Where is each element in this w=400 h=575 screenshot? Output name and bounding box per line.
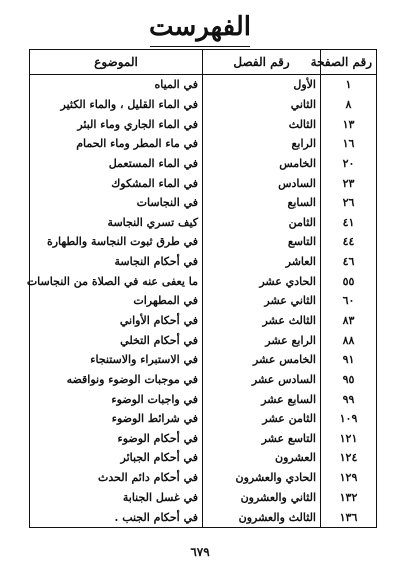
table-row [30,487,377,507]
row-page-number: ٢٦ [321,193,377,213]
row-page-number: ٨٣ [321,311,377,331]
table-row [30,350,377,370]
row-page-number: ١٢٤ [321,448,377,468]
row-topic: ما يعفى عنه في الصلاة من النجاسات [30,271,203,291]
table-row [30,291,377,311]
table-row [30,429,377,449]
table-row [30,173,377,193]
row-topic: في أحكام الوضوء [30,429,203,449]
row-page-number: ١٦ [321,134,377,154]
row-topic: في الماء الجاري وماء البئر [30,114,203,134]
row-section-number: الرابع عشر [203,330,321,350]
title-underline [150,46,250,47]
row-page-number: ٦٠ [321,291,377,311]
row-section-number: التاسع [203,232,321,252]
row-page-number: ١٣٦ [321,507,377,527]
table-row [30,134,377,154]
row-page-number: ٤٤ [321,232,377,252]
row-section-number: الرابع [203,134,321,154]
row-topic: في موجبات الوضوء ونواقضه [30,370,203,390]
row-page-number: ٤١ [321,212,377,232]
table-row [30,311,377,331]
row-topic: في غسل الجنابة [30,487,203,507]
header-row [30,50,377,75]
row-topic: في المطهرات [30,291,203,311]
row-topic: في أحكام النجاسة [30,252,203,272]
contents-body [26,75,377,528]
table-row [30,271,377,291]
row-page-number: ٨٨ [321,330,377,350]
row-topic: في طرق ثبوت النجاسة والطهارة [30,232,203,252]
row-topic: في الماء القليل ، والماء الكثير [30,95,203,115]
row-section-number: السادس [203,173,321,193]
header-section-number: رقم الفصل [203,50,321,75]
row-topic: في الماء المستعمل [30,154,203,174]
row-section-number: الحادي والعشرون [203,468,321,488]
row-section-number: الحادي عشر [203,271,321,291]
contents-table [26,49,377,528]
row-section-number: الثاني عشر [203,291,321,311]
row-section-number: الثاني [203,95,321,115]
table-row [30,252,377,272]
row-section-number: الثاني والعشرون [203,487,321,507]
row-page-number: ١٢٩ [321,468,377,488]
table-row [30,75,377,95]
header-page-number: رقم الصفحة [321,50,377,75]
row-section-number: الثالث عشر [203,311,321,331]
row-topic: في أحكام الجنب . [30,507,203,527]
row-topic: في أحكام التخلي [30,330,203,350]
row-topic: في ماء المطر وماء الحمام [30,134,203,154]
page-number: ٦٧٩ [190,545,210,559]
row-topic: في الماء المشكوك [30,173,203,193]
row-page-number: ١٢١ [321,429,377,449]
row-section-number: الثامن عشر [203,409,321,429]
table-row [30,448,377,468]
table-row [30,330,377,350]
row-topic: في أحكام الجبائر [30,448,203,468]
header-topic: الموضوع [30,50,203,75]
table-row [30,507,377,527]
row-section-number: العاشر [203,252,321,272]
row-page-number: ٤٦ [321,252,377,272]
row-section-number: السابع عشر [203,389,321,409]
row-page-number: ٨ [321,95,377,115]
table-row [30,468,377,488]
table-row [30,114,377,134]
row-page-number: ١٣٢ [321,487,377,507]
row-topic: في أحكام دائم الحدث [30,468,203,488]
row-page-number: ١٠٩ [321,409,377,429]
row-section-number: الثالث والعشرون [203,507,321,527]
row-section-number: الخامس [203,154,321,174]
row-page-number: ٩٥ [321,370,377,390]
table-row [30,232,377,252]
table-row [30,389,377,409]
table-row [30,193,377,213]
row-section-number: العشرون [203,448,321,468]
row-page-number: ١ [321,75,377,95]
row-section-number: الأول [203,75,321,95]
table-row [30,409,377,429]
table-row [30,154,377,174]
row-page-number: ١٣ [321,114,377,134]
row-section-number: الخامس عشر [203,350,321,370]
row-section-number: الثالث [203,114,321,134]
row-topic: في المياه [30,75,203,95]
row-topic: في النجاسات [30,193,203,213]
row-topic: كيف تسري النجاسة [30,212,203,232]
row-section-number: السابع [203,193,321,213]
row-page-number: ٥٥ [321,271,377,291]
table-row [30,95,377,115]
table-row [30,370,377,390]
row-page-number: ٢٠ [321,154,377,174]
row-topic: في أحكام الأواني [30,311,203,331]
row-section-number: التاسع عشر [203,429,321,449]
page-title: الفهرست [149,12,251,42]
row-section-number: السادس عشر [203,370,321,390]
row-page-number: ٩١ [321,350,377,370]
row-topic: في شرائط الوضوء [30,409,203,429]
row-section-number: الثامن [203,212,321,232]
row-page-number: ٩٩ [321,389,377,409]
row-page-number: ٢٣ [321,173,377,193]
table-row [30,212,377,232]
row-topic: في واجبات الوضوء [30,389,203,409]
row-topic: في الاستبراء والاستنجاء [30,350,203,370]
